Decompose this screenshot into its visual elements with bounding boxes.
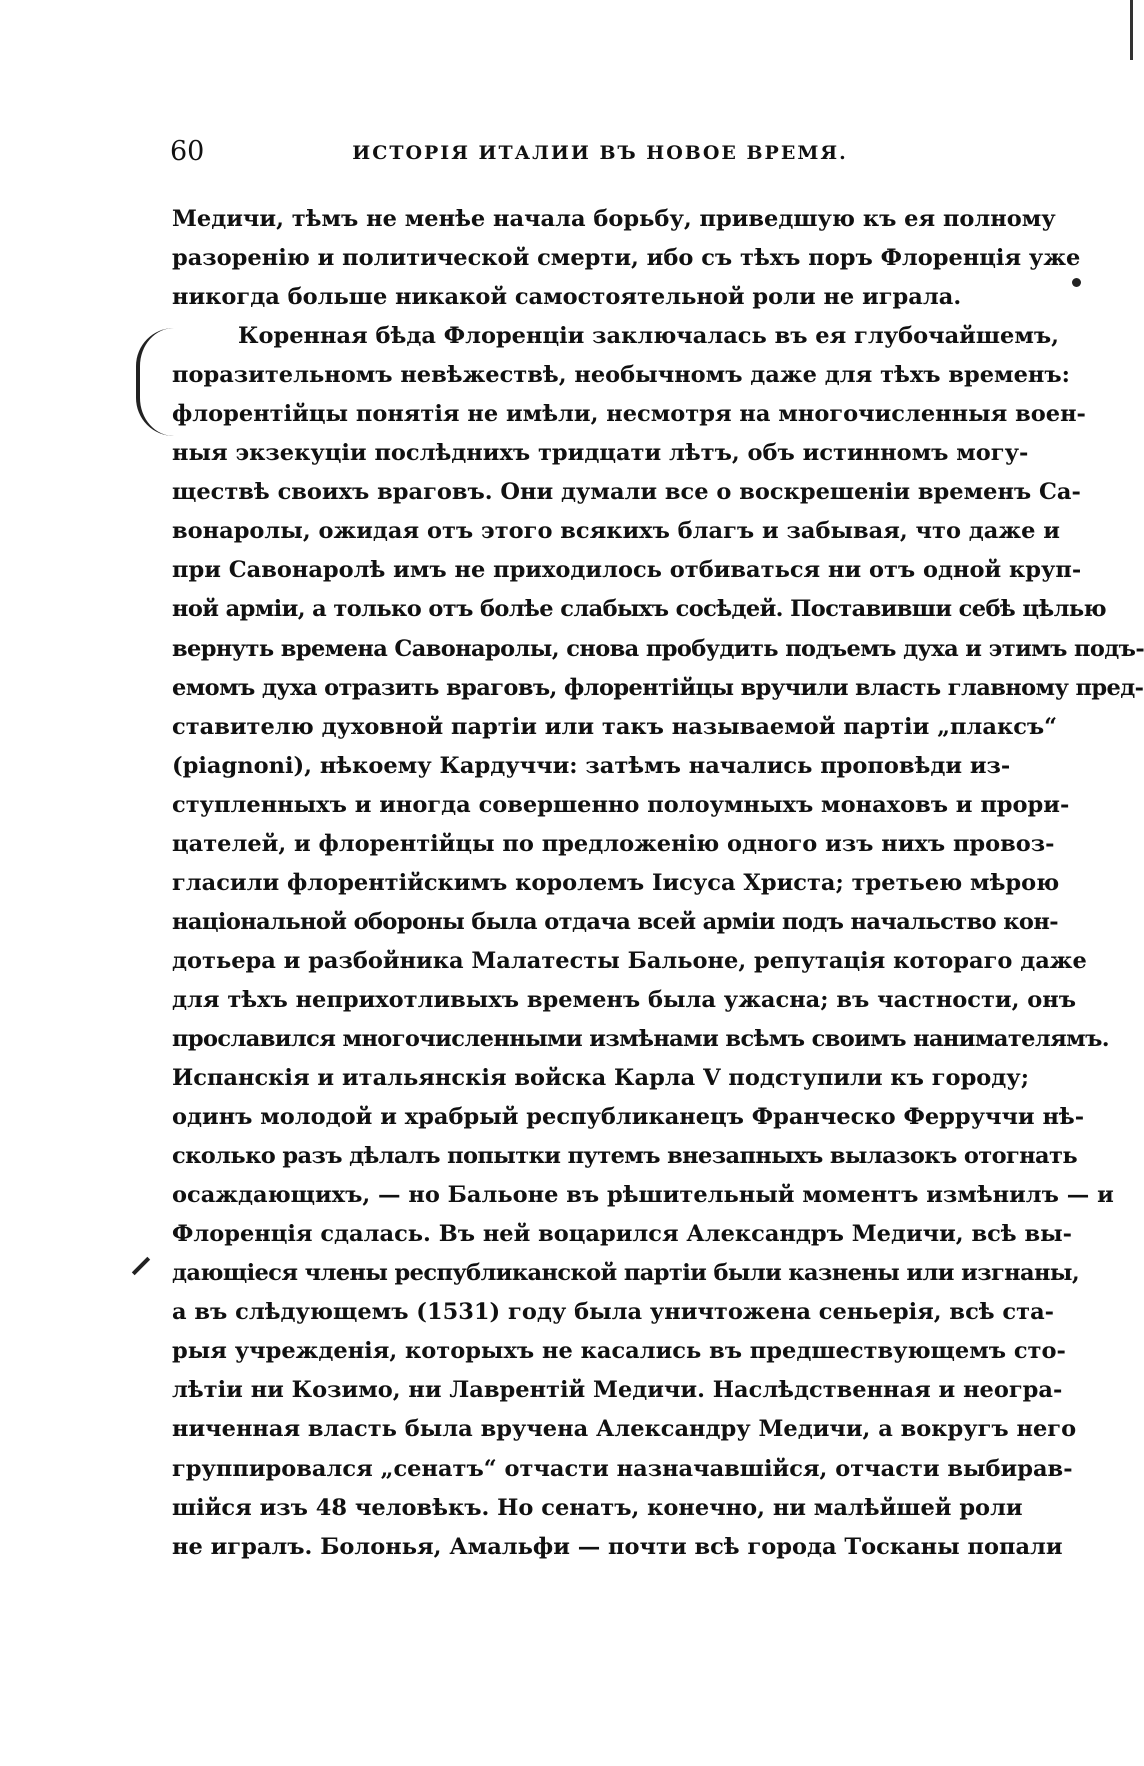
margin-dot-mark xyxy=(1072,278,1081,287)
text-line: никогда больше никакой самостоятельной роли не играла. xyxy=(172,284,962,311)
text-line: разоренію и политической смерти, ибо съ тѣхъ поръ Флоренція уже xyxy=(172,245,1081,272)
running-title: ИСТОРІЯ ИТАЛИИ ВЪ НОВОЕ ВРЕМЯ. xyxy=(352,142,848,164)
text-line: ставителю духовной партіи или такъ называемой партіи „плаксъ“ xyxy=(172,713,1058,740)
text-line: ществѣ своихъ враговъ. Они думали все о воскрешеніи временъ Са- xyxy=(172,479,1081,506)
text-line: прославился многочисленными измѣнами всѣмъ своимъ нанимателямъ. xyxy=(172,1025,1109,1052)
text-line: Испанскія и итальянскія войска Карла V подступили къ городу; xyxy=(172,1065,1030,1092)
text-line: лѣтіи ни Козимо, ни Лаврентій Медичи. Наслѣдственная и неогра- xyxy=(172,1377,1063,1404)
text-line: цателей, и флорентійцы по предложенію одного изъ нихъ провоз- xyxy=(172,830,1055,857)
text-line: вонаролы, ожидая отъ этого всякихъ благъ и забывая, что даже и xyxy=(172,518,1060,545)
text-line: вернуть времена Савонаролы, снова пробудить подъемъ духа и этимъ подъ- xyxy=(172,635,1144,662)
text-line: ной арміи, а только отъ болѣе слабыхъ сосѣдей. Поставивши себѣ цѣлью xyxy=(172,596,1106,623)
text-line: гласили флорентійскимъ королемъ Іисуса Христа; третьею мѣрою xyxy=(172,869,1060,896)
margin-slash-mark xyxy=(132,1257,150,1275)
text-line: ныя экзекуціи послѣднихъ тридцати лѣтъ, объ истинномъ могу- xyxy=(172,440,1029,467)
text-line: дотьера и разбойника Малатесты Бальоне, репутація котораго даже xyxy=(172,947,1087,974)
text-line: (piagnoni), нѣкоему Кардуччи: затѣмъ начались проповѣди из- xyxy=(172,752,1011,779)
margin-bracket-mark xyxy=(136,328,174,436)
text-line: сколько разъ дѣлалъ попытки путемъ внезапныхъ вылазокъ отогнать xyxy=(172,1143,1078,1170)
text-line: а въ слѣдующемъ (1531) году была уничтожена сеньерія, всѣ ста- xyxy=(172,1299,1054,1326)
text-line: ниченная власть была вручена Александру Медичи, а вокругъ него xyxy=(172,1416,1077,1443)
text-line: рыя учрежденія, которыхъ не касались въ предшествующемъ сто- xyxy=(172,1338,1066,1365)
page-header xyxy=(170,136,990,176)
text-line: группировался „сенатъ“ отчасти назначавшійся, отчасти выбирав- xyxy=(172,1455,1073,1482)
text-line: осаждающихъ, — но Бальоне въ рѣшительный моментъ измѣнилъ — и xyxy=(172,1182,1114,1209)
paragraph-first-line: Коренная бѣда Флоренціи заключалась въ ея глубочайшемъ, xyxy=(238,323,1060,350)
text-line: поразительномъ невѣжествѣ, необычномъ даже для тѣхъ временъ: xyxy=(172,362,1070,389)
text-line: при Савонаролѣ имъ не приходилось отбиваться ни отъ одной круп- xyxy=(172,557,1082,584)
text-line: дающіеся члены республиканской партіи были казнены или изгнаны, xyxy=(172,1260,1080,1287)
text-line: національной обороны была отдача всей арміи подъ начальство кон- xyxy=(172,908,1058,935)
text-line: для тѣхъ неприхотливыхъ временъ была ужасна; въ частности, онъ xyxy=(172,986,1077,1013)
text-line: не игралъ. Болонья, Амальфи — почти всѣ города Тосканы попали xyxy=(172,1533,1063,1560)
page-number: 60 xyxy=(170,136,205,167)
text-line: ступленныхъ и иногда совершенно полоумныхъ монаховъ и прори- xyxy=(172,791,1070,818)
text-line: одинъ молодой и храбрый республиканецъ Франческо Ферруччи нѣ- xyxy=(172,1104,1085,1131)
text-line: Медичи, тѣмъ не менѣе начала борьбу, приведшую къ ея полному xyxy=(172,206,1056,232)
text-line: шійся изъ 48 человѣкъ. Но сенатъ, конечно, ни малѣйшей роли xyxy=(172,1494,1023,1521)
text-line: флорентійцы понятія не имѣли, несмотря на многочисленныя воен- xyxy=(172,401,1086,428)
page-edge-shadow xyxy=(1130,0,1133,60)
text-line: емомъ духа отразить враговъ, флорентійцы вручили власть главному пред- xyxy=(172,674,1144,701)
text-line: Флоренція сдалась. Въ ней воцарился Александръ Медичи, всѣ вы- xyxy=(172,1221,1072,1248)
body-text xyxy=(172,200,1144,1567)
